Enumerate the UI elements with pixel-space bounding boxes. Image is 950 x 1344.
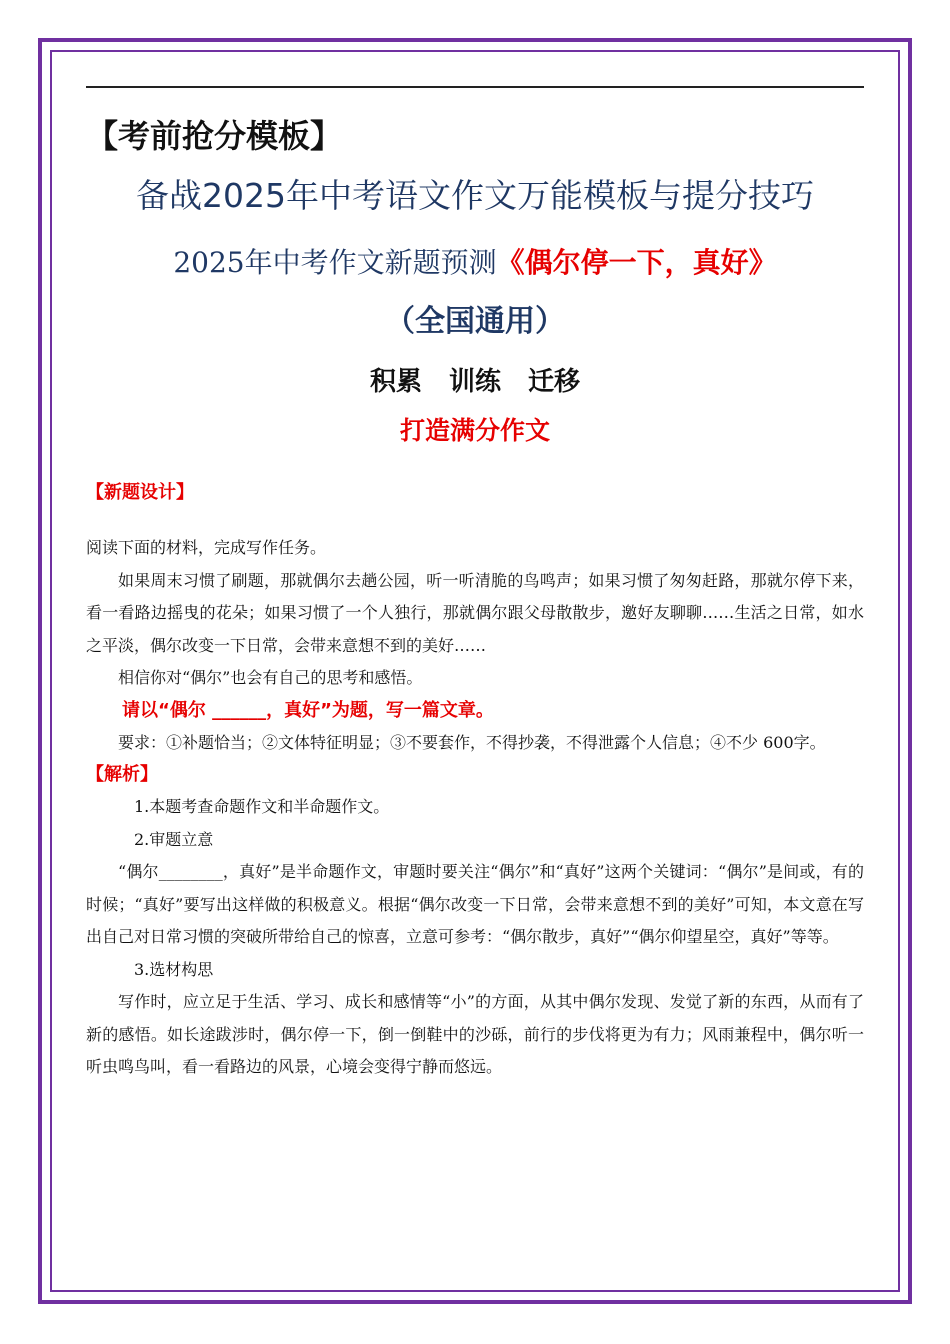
task-intro: 阅读下面的材料，完成写作任务。: [86, 538, 327, 557]
exam-tag: 【考前抢分模板】: [86, 117, 343, 155]
main-title: 备战2025年中考语文作文万能模板与提分技巧: [136, 176, 814, 215]
analysis-item-2-title: 2.审题立意: [134, 829, 214, 849]
header-rule: [86, 86, 864, 88]
document-body: [86, 100, 864, 1084]
requirements-paragraph: 要求：①补题恰当；②文体特征明显；③不要套作，不得抄袭，不得泄露个人信息；④不少 600字。: [118, 732, 826, 752]
section-heading-analysis: 【解析】: [86, 764, 158, 785]
region-note: （全国通用）: [385, 304, 565, 339]
subtitle: [86, 242, 864, 284]
slogan: 打造满分作文: [399, 416, 550, 445]
analysis-item-3-body: 写作时，应立足于生活、学习、成长和感情等“小”的方面，从其中偶尔发现、发觉了新的东西，从而有了新的感悟。如长途跋涉时，偶尔停一下，倒一倒鞋中的沙砾，前行的步伐将更为有力；风雨兼程中，偶尔听一听虫鸣鸟叫，看一看路边的风景，心境会变得宁静而悠远。: [86, 992, 864, 1076]
analysis-item-2-body: “偶尔________，真好”是半命题作文，审题时要关注“偶尔”和“真好”这两个关键词：“偶尔”是间或，有的时候；“真好”要写出这样做的积极意义。根据“偶尔改变一下日常，会带来意想不到的美好”可知，本文意在写出自己对日常习惯的突破所带给自己的惊喜，立意可参考：“偶尔散步，真好”“偶尔仰望星空，真好”等等。: [86, 862, 864, 946]
writing-task: 请以“偶尔 ______，真好”为题，写一篇文章。: [122, 699, 494, 721]
subtitle-topic: 《偶尔停一下，真好》: [496, 246, 777, 279]
keywords-line: 积累 训练 迁移: [369, 367, 581, 397]
analysis-item-1: 1.本题考查命题作文和半命题作文。: [134, 797, 390, 816]
analysis-item-3-title: 3.选材构思: [134, 959, 214, 979]
material-paragraph: 如果周末习惯了刷题，那就偶尔去趟公园，听一听清脆的鸟鸣声；如果习惯了匆匆赶路，那就尔停下来，看一看路边摇曳的花朵；如果习惯了一个人独行，那就偶尔跟父母散散步，邀好友聊聊……生活之日常，如水之平淡，偶尔改变一下日常，会带来意想不到的美好……: [86, 570, 864, 655]
subtitle-prefix: 2025年中考作文新题预测: [173, 246, 497, 279]
section-heading-design: 【新题设计】: [86, 482, 194, 503]
reflection-paragraph: 相信你对“偶尔”也会有自己的思考和感悟。: [118, 668, 423, 687]
